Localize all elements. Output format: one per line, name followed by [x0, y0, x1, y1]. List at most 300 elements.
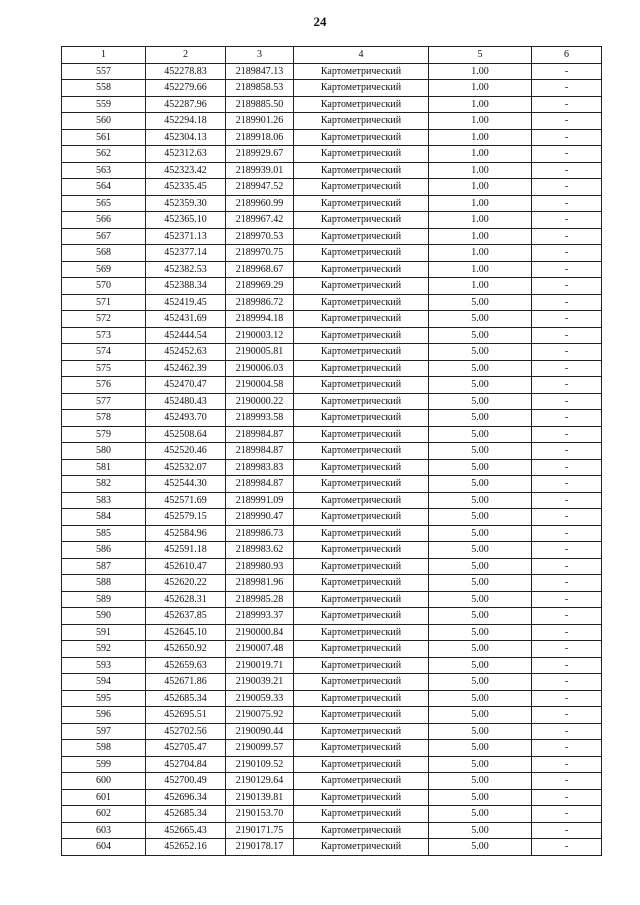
header-cell: 2	[146, 47, 226, 64]
table-cell: -	[532, 212, 602, 229]
table-cell: 2189984.87	[226, 426, 294, 443]
table-cell: 1.00	[429, 245, 532, 262]
table-cell: Картометрический	[294, 278, 429, 295]
table-cell: 2190039.21	[226, 674, 294, 691]
table-row	[62, 228, 602, 245]
table-cell: 585	[62, 525, 146, 542]
table-cell: 5.00	[429, 558, 532, 575]
table-row	[62, 360, 602, 377]
table-row	[62, 113, 602, 130]
table-row	[62, 327, 602, 344]
table-cell: 452610.47	[146, 558, 226, 575]
table-cell: -	[532, 674, 602, 691]
table-cell: 2190129.64	[226, 773, 294, 790]
table-cell: 452579.15	[146, 509, 226, 526]
table-cell: 2190099.57	[226, 740, 294, 757]
table-cell: 588	[62, 575, 146, 592]
table-cell: 2189858.53	[226, 80, 294, 97]
table-cell: -	[532, 641, 602, 658]
table-cell: Картометрический	[294, 624, 429, 641]
table-cell: 5.00	[429, 377, 532, 394]
table-cell: -	[532, 608, 602, 625]
table-cell: -	[532, 839, 602, 856]
table-cell: 1.00	[429, 80, 532, 97]
table-cell: Картометрический	[294, 789, 429, 806]
table-cell: 5.00	[429, 575, 532, 592]
table-cell: 575	[62, 360, 146, 377]
table-cell: 2190171.75	[226, 822, 294, 839]
table-cell: 452462.39	[146, 360, 226, 377]
table-cell: 5.00	[429, 707, 532, 724]
table-row	[62, 410, 602, 427]
table-cell: 561	[62, 129, 146, 146]
table-row	[62, 690, 602, 707]
table-cell: 2189929.67	[226, 146, 294, 163]
table-cell: 2190178.17	[226, 839, 294, 856]
table-cell: 2189991.09	[226, 492, 294, 509]
coordinates-table	[61, 46, 602, 856]
table-row	[62, 443, 602, 460]
table-cell: Картометрический	[294, 558, 429, 575]
table-cell: 580	[62, 443, 146, 460]
table-cell: 452419.45	[146, 294, 226, 311]
table-cell: -	[532, 327, 602, 344]
table-cell: Картометрический	[294, 443, 429, 460]
table-cell: Картометрический	[294, 459, 429, 476]
table-cell: 558	[62, 80, 146, 97]
table-cell: Картометрический	[294, 179, 429, 196]
page-number: 24	[313, 14, 327, 29]
table-cell: 1.00	[429, 162, 532, 179]
table-cell: 452452.63	[146, 344, 226, 361]
table-row	[62, 591, 602, 608]
table-row	[62, 723, 602, 740]
table-cell: 560	[62, 113, 146, 130]
table-cell: 599	[62, 756, 146, 773]
table-cell: 584	[62, 509, 146, 526]
table-cell: 587	[62, 558, 146, 575]
table-cell: 5.00	[429, 723, 532, 740]
table-cell: 589	[62, 591, 146, 608]
table-cell: 452359.30	[146, 195, 226, 212]
table-cell: 2190075.92	[226, 707, 294, 724]
table-cell: -	[532, 443, 602, 460]
table-row	[62, 624, 602, 641]
table-cell: 564	[62, 179, 146, 196]
table-cell: Картометрический	[294, 360, 429, 377]
table-cell: -	[532, 377, 602, 394]
table-cell: 452335.45	[146, 179, 226, 196]
table-cell: 452287.96	[146, 96, 226, 113]
table-cell: 596	[62, 707, 146, 724]
table-cell: 5.00	[429, 443, 532, 460]
table-cell: 600	[62, 773, 146, 790]
table-cell: 603	[62, 822, 146, 839]
table-cell: -	[532, 740, 602, 757]
table-cell: 5.00	[429, 344, 532, 361]
table-cell: Картометрический	[294, 96, 429, 113]
header-cell: 6	[532, 47, 602, 64]
table-cell: 2189947.52	[226, 179, 294, 196]
table-cell: -	[532, 228, 602, 245]
table-cell: Картометрический	[294, 707, 429, 724]
table-cell: Картометрический	[294, 723, 429, 740]
table-cell: Картометрический	[294, 740, 429, 757]
table-cell: Картометрический	[294, 410, 429, 427]
table-cell: 452695.51	[146, 707, 226, 724]
table-cell: 452544.30	[146, 476, 226, 493]
table-row	[62, 756, 602, 773]
table-cell: Картометрический	[294, 476, 429, 493]
table-cell: 452628.31	[146, 591, 226, 608]
table-cell: 452508.64	[146, 426, 226, 443]
table-cell: Картометрический	[294, 591, 429, 608]
table-cell: 2190139.81	[226, 789, 294, 806]
table-cell: 576	[62, 377, 146, 394]
table-cell: Картометрический	[294, 344, 429, 361]
table-cell: 2190003.12	[226, 327, 294, 344]
table-cell: 5.00	[429, 806, 532, 823]
table-cell: Картометрический	[294, 377, 429, 394]
table-cell: 2189901.26	[226, 113, 294, 130]
table-row	[62, 129, 602, 146]
table-cell: 452650.92	[146, 641, 226, 658]
table-cell: -	[532, 80, 602, 97]
table-cell: 2190000.22	[226, 393, 294, 410]
table-cell: 2189885.50	[226, 96, 294, 113]
table-row	[62, 377, 602, 394]
table-cell: 452584.96	[146, 525, 226, 542]
table-cell: 5.00	[429, 492, 532, 509]
table-cell: 452532.07	[146, 459, 226, 476]
table-cell: -	[532, 113, 602, 130]
table-cell: Картометрический	[294, 525, 429, 542]
table-cell: 452696.34	[146, 789, 226, 806]
table-cell: 571	[62, 294, 146, 311]
table-cell: 452571.69	[146, 492, 226, 509]
table-row	[62, 278, 602, 295]
table-cell: 5.00	[429, 459, 532, 476]
table-cell: -	[532, 294, 602, 311]
table-cell: 1.00	[429, 179, 532, 196]
table-row	[62, 146, 602, 163]
table-cell: -	[532, 410, 602, 427]
table-cell: 5.00	[429, 674, 532, 691]
table-cell: 2189847.13	[226, 63, 294, 80]
table-cell: Картометрический	[294, 311, 429, 328]
table-cell: 2190007.48	[226, 641, 294, 658]
table-cell: Картометрический	[294, 146, 429, 163]
table-row	[62, 80, 602, 97]
table-cell: 2190004.58	[226, 377, 294, 394]
table-cell: 582	[62, 476, 146, 493]
header-cell: 1	[62, 47, 146, 64]
table-cell: Картометрический	[294, 542, 429, 559]
table-cell: 452705.47	[146, 740, 226, 757]
table-cell: 5.00	[429, 591, 532, 608]
table-cell: 1.00	[429, 113, 532, 130]
table-cell: Картометрический	[294, 608, 429, 625]
table-cell: 2189993.37	[226, 608, 294, 625]
table-cell: 568	[62, 245, 146, 262]
table-cell: 583	[62, 492, 146, 509]
table-cell: 452704.84	[146, 756, 226, 773]
table-row	[62, 162, 602, 179]
table-cell: Картометрический	[294, 228, 429, 245]
table-cell: -	[532, 195, 602, 212]
table-cell: 566	[62, 212, 146, 229]
table-cell: 452520.46	[146, 443, 226, 460]
table-cell: 1.00	[429, 261, 532, 278]
table-cell: Картометрический	[294, 195, 429, 212]
header-cell: 5	[429, 47, 532, 64]
table-cell: 452279.66	[146, 80, 226, 97]
table-cell: 567	[62, 228, 146, 245]
table-cell: 578	[62, 410, 146, 427]
table-cell: 5.00	[429, 509, 532, 526]
table-cell: Картометрический	[294, 756, 429, 773]
table-cell: 590	[62, 608, 146, 625]
table-cell: -	[532, 822, 602, 839]
table-cell: Картометрический	[294, 393, 429, 410]
table-cell: 574	[62, 344, 146, 361]
table-row	[62, 96, 602, 113]
table-cell: 1.00	[429, 228, 532, 245]
table-cell: 452620.22	[146, 575, 226, 592]
table-cell: 593	[62, 657, 146, 674]
table-cell: 5.00	[429, 756, 532, 773]
table-header	[62, 47, 602, 64]
table-cell: -	[532, 278, 602, 295]
table-cell: -	[532, 476, 602, 493]
table-cell: Картометрический	[294, 294, 429, 311]
table-cell: -	[532, 261, 602, 278]
table-cell: 594	[62, 674, 146, 691]
table-cell: 452493.70	[146, 410, 226, 427]
table-row	[62, 822, 602, 839]
table-cell: 604	[62, 839, 146, 856]
table-cell: -	[532, 789, 602, 806]
table-cell: 5.00	[429, 657, 532, 674]
table-cell: 565	[62, 195, 146, 212]
table-cell: Картометрический	[294, 839, 429, 856]
table-cell: -	[532, 311, 602, 328]
table-cell: 572	[62, 311, 146, 328]
table-cell: 5.00	[429, 410, 532, 427]
table-row	[62, 476, 602, 493]
table-cell: 586	[62, 542, 146, 559]
table-cell: 2189960.99	[226, 195, 294, 212]
table-cell: 452371.13	[146, 228, 226, 245]
table-cell: 5.00	[429, 311, 532, 328]
table-cell: -	[532, 459, 602, 476]
table-cell: 5.00	[429, 690, 532, 707]
table-cell: -	[532, 179, 602, 196]
table-cell: 5.00	[429, 294, 532, 311]
table-cell: 452312.63	[146, 146, 226, 163]
table-cell: Картометрический	[294, 162, 429, 179]
table-cell: 452671.86	[146, 674, 226, 691]
table-row	[62, 558, 602, 575]
table-cell: 2189990.47	[226, 509, 294, 526]
table-cell: 5.00	[429, 393, 532, 410]
table-cell: 2189983.62	[226, 542, 294, 559]
table-cell: 5.00	[429, 839, 532, 856]
table-cell: Картометрический	[294, 113, 429, 130]
table-cell: 452294.18	[146, 113, 226, 130]
table-cell: 1.00	[429, 63, 532, 80]
header-row	[62, 47, 602, 64]
table-cell: Картометрический	[294, 509, 429, 526]
table-cell: 5.00	[429, 360, 532, 377]
table-row	[62, 393, 602, 410]
table-cell: Картометрический	[294, 212, 429, 229]
table-cell: 5.00	[429, 624, 532, 641]
table-cell: 5.00	[429, 426, 532, 443]
table-row	[62, 212, 602, 229]
table-cell: 1.00	[429, 96, 532, 113]
table-cell: Картометрический	[294, 261, 429, 278]
table-cell: 5.00	[429, 773, 532, 790]
table-cell: -	[532, 723, 602, 740]
table-cell: 452365.10	[146, 212, 226, 229]
table-cell: 591	[62, 624, 146, 641]
table-row	[62, 657, 602, 674]
table-cell: 2189970.53	[226, 228, 294, 245]
table-cell: 2189984.87	[226, 443, 294, 460]
table-cell: 2189984.87	[226, 476, 294, 493]
table-cell: 5.00	[429, 822, 532, 839]
table-cell: Картометрический	[294, 426, 429, 443]
table-cell: 5.00	[429, 608, 532, 625]
table-cell: -	[532, 344, 602, 361]
table-cell: Картометрический	[294, 245, 429, 262]
table-cell: 569	[62, 261, 146, 278]
table-row	[62, 261, 602, 278]
table-cell: 5.00	[429, 542, 532, 559]
table-row	[62, 740, 602, 757]
table-cell: 452377.14	[146, 245, 226, 262]
table-cell: 559	[62, 96, 146, 113]
table-cell: -	[532, 558, 602, 575]
table-cell: 2190019.71	[226, 657, 294, 674]
table-cell: -	[532, 426, 602, 443]
table-cell: -	[532, 360, 602, 377]
table-cell: 452444.54	[146, 327, 226, 344]
table-cell: 2189967.42	[226, 212, 294, 229]
table-cell: 570	[62, 278, 146, 295]
table-cell: 452659.63	[146, 657, 226, 674]
table-row	[62, 674, 602, 691]
table-cell: 2189980.93	[226, 558, 294, 575]
table-cell: 5.00	[429, 789, 532, 806]
table-cell: 2189969.29	[226, 278, 294, 295]
table-cell: 557	[62, 63, 146, 80]
table-cell: 598	[62, 740, 146, 757]
header-cell: 3	[226, 47, 294, 64]
table-cell: 2190000.84	[226, 624, 294, 641]
table-cell: 2190005.81	[226, 344, 294, 361]
table-row	[62, 63, 602, 80]
table-cell: 2189993.58	[226, 410, 294, 427]
table-cell: 452470.47	[146, 377, 226, 394]
table-cell: 1.00	[429, 129, 532, 146]
table-cell: -	[532, 773, 602, 790]
table-row	[62, 459, 602, 476]
table-row	[62, 509, 602, 526]
table-cell: 1.00	[429, 278, 532, 295]
table-row	[62, 707, 602, 724]
table-cell: 2189968.67	[226, 261, 294, 278]
table-cell: 452652.16	[146, 839, 226, 856]
table-cell: 452278.83	[146, 63, 226, 80]
table-cell: 5.00	[429, 641, 532, 658]
table-cell: 452665.43	[146, 822, 226, 839]
table-cell: 597	[62, 723, 146, 740]
table-cell: 452323.42	[146, 162, 226, 179]
table-cell: 5.00	[429, 327, 532, 344]
table-cell: Картометрический	[294, 674, 429, 691]
table-cell: -	[532, 146, 602, 163]
table-cell: Картометрический	[294, 492, 429, 509]
table-cell: 595	[62, 690, 146, 707]
table-cell: 5.00	[429, 476, 532, 493]
table-cell: Картометрический	[294, 773, 429, 790]
table-cell: Картометрический	[294, 129, 429, 146]
table-cell: -	[532, 690, 602, 707]
table-cell: 1.00	[429, 146, 532, 163]
table-row	[62, 492, 602, 509]
table-cell: 2189939.01	[226, 162, 294, 179]
table-cell: 452388.34	[146, 278, 226, 295]
table-cell: 452591.18	[146, 542, 226, 559]
table-cell: -	[532, 806, 602, 823]
table-row	[62, 344, 602, 361]
table-cell: 579	[62, 426, 146, 443]
header-cell: 4	[294, 47, 429, 64]
table-cell: -	[532, 575, 602, 592]
table-cell: 452685.34	[146, 806, 226, 823]
table-cell: 2190006.03	[226, 360, 294, 377]
table-cell: 2189983.83	[226, 459, 294, 476]
table-cell: 573	[62, 327, 146, 344]
table-row	[62, 608, 602, 625]
table-cell: 452700.49	[146, 773, 226, 790]
table-cell: -	[532, 129, 602, 146]
table-cell: 1.00	[429, 212, 532, 229]
table-row	[62, 426, 602, 443]
table-cell: -	[532, 393, 602, 410]
table-cell: 452645.10	[146, 624, 226, 641]
table-cell: Картометрический	[294, 806, 429, 823]
table-cell: 452685.34	[146, 690, 226, 707]
table-cell: 2189986.72	[226, 294, 294, 311]
table-cell: Картометрический	[294, 63, 429, 80]
table-row	[62, 294, 602, 311]
table-cell: -	[532, 245, 602, 262]
table-cell: -	[532, 63, 602, 80]
table-cell: 452637.85	[146, 608, 226, 625]
table-cell: -	[532, 624, 602, 641]
table-cell: Картометрический	[294, 80, 429, 97]
table-cell: -	[532, 542, 602, 559]
table-cell: 592	[62, 641, 146, 658]
table-cell: -	[532, 707, 602, 724]
table-row	[62, 789, 602, 806]
table-cell: 452304.13	[146, 129, 226, 146]
table-cell: 2189985.28	[226, 591, 294, 608]
table-row	[62, 773, 602, 790]
